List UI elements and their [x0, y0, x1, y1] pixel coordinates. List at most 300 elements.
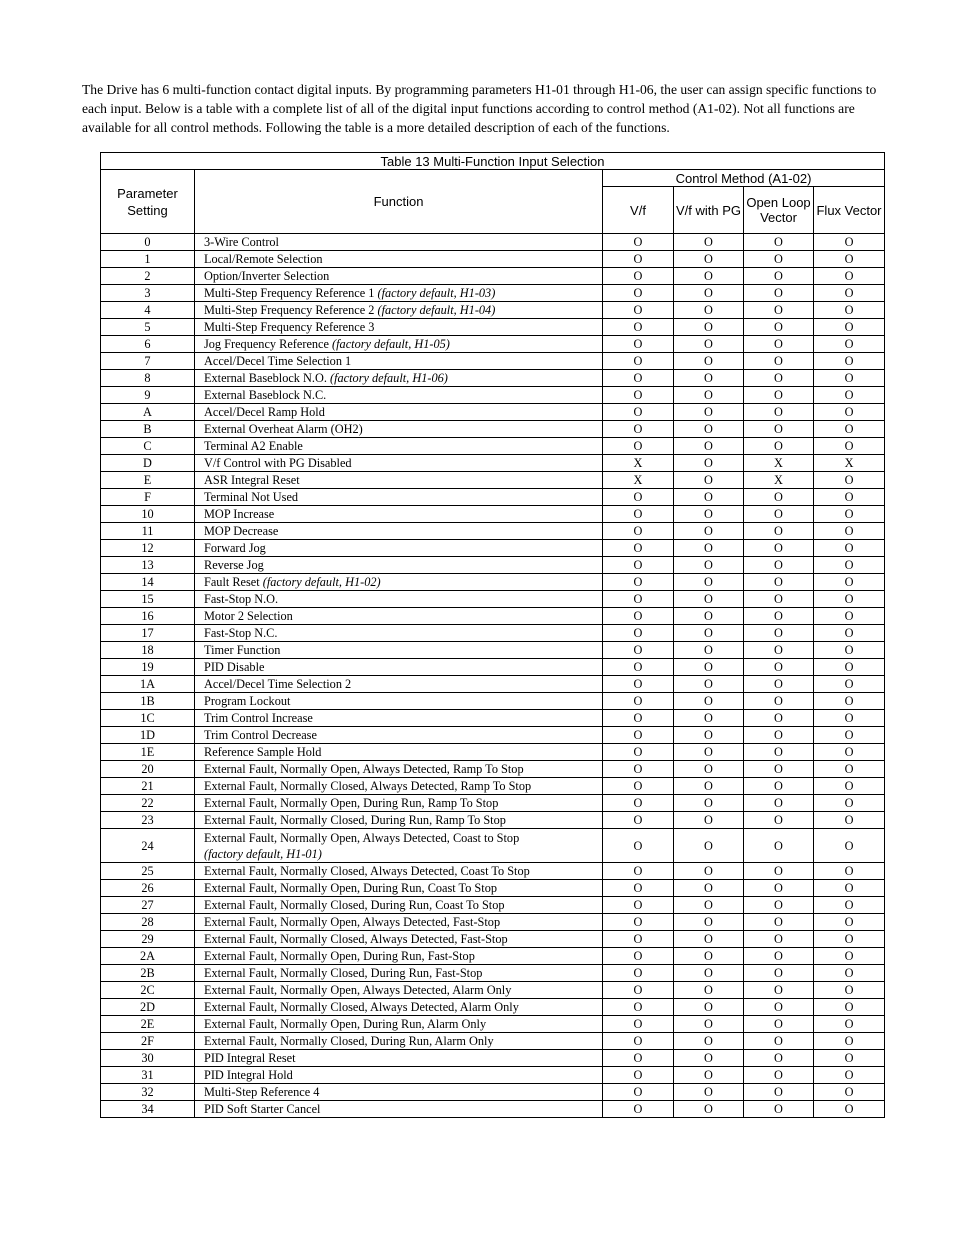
- function-cell: [195, 812, 603, 829]
- flux-vector-cell: O: [814, 880, 885, 897]
- table-row: [101, 1084, 885, 1101]
- vf-with-pg-cell: O: [674, 234, 744, 251]
- vf-cell: O: [603, 251, 674, 268]
- table-row: [101, 506, 885, 523]
- table-row: [101, 727, 885, 744]
- table-row: [101, 625, 885, 642]
- function-label: Fast-Stop N.C.: [204, 626, 278, 640]
- vf-cell: O: [603, 829, 674, 863]
- vf-cell: O: [603, 1067, 674, 1084]
- function-label: Accel/Decel Time Selection 2: [204, 677, 352, 691]
- open-loop-vector-cell: O: [744, 778, 814, 795]
- function-label: Trim Control Increase: [204, 711, 313, 725]
- open-loop-vector-cell: O: [744, 812, 814, 829]
- vf-with-pg-cell: O: [674, 557, 744, 574]
- table-row: [101, 472, 885, 489]
- function-label: External Fault, Normally Open, Always Detected, Fast-Stop: [204, 915, 501, 929]
- parameter-setting-cell: 22: [101, 795, 195, 812]
- table-row: [101, 540, 885, 557]
- header-method-flux-vector: Flux Vector: [814, 187, 885, 234]
- vf-cell: O: [603, 625, 674, 642]
- function-cell: [195, 710, 603, 727]
- open-loop-vector-cell: X: [744, 455, 814, 472]
- function-label: External Fault, Normally Open, Always Detected, Coast to Stop: [204, 830, 520, 845]
- function-cell: [195, 897, 603, 914]
- parameter-setting-cell: 30: [101, 1050, 195, 1067]
- open-loop-vector-cell: O: [744, 421, 814, 438]
- flux-vector-cell: O: [814, 1050, 885, 1067]
- vf-cell: O: [603, 336, 674, 353]
- vf-cell: O: [603, 319, 674, 336]
- vf-with-pg-cell: O: [674, 591, 744, 608]
- function-cell: [195, 540, 603, 557]
- header-function: Function: [195, 170, 603, 234]
- parameter-setting-cell: 11: [101, 523, 195, 540]
- table-row: [101, 863, 885, 880]
- function-cell: [195, 557, 603, 574]
- function-label: PID Soft Starter Cancel: [204, 1102, 321, 1116]
- vf-with-pg-cell: O: [674, 829, 744, 863]
- vf-with-pg-cell: O: [674, 540, 744, 557]
- parameter-setting-cell: 13: [101, 557, 195, 574]
- function-cell: [195, 1016, 603, 1033]
- parameter-setting-cell: 15: [101, 591, 195, 608]
- vf-with-pg-cell: O: [674, 268, 744, 285]
- flux-vector-cell: O: [814, 404, 885, 421]
- flux-vector-cell: O: [814, 1016, 885, 1033]
- flux-vector-cell: O: [814, 625, 885, 642]
- header-control-method: Control Method (A1-02): [603, 170, 885, 187]
- flux-vector-cell: O: [814, 999, 885, 1016]
- function-cell: [195, 1033, 603, 1050]
- vf-cell: X: [603, 455, 674, 472]
- function-cell: [195, 999, 603, 1016]
- table-row: [101, 931, 885, 948]
- vf-with-pg-cell: O: [674, 251, 744, 268]
- open-loop-vector-cell: O: [744, 625, 814, 642]
- parameter-setting-cell: 23: [101, 812, 195, 829]
- vf-cell: O: [603, 438, 674, 455]
- vf-cell: O: [603, 812, 674, 829]
- function-cell: [195, 353, 603, 370]
- flux-vector-cell: O: [814, 676, 885, 693]
- function-cell: [195, 948, 603, 965]
- function-label: Timer Function: [204, 643, 281, 657]
- vf-with-pg-cell: O: [674, 965, 744, 982]
- open-loop-vector-cell: O: [744, 285, 814, 302]
- open-loop-vector-cell: O: [744, 1084, 814, 1101]
- parameter-setting-cell: 6: [101, 336, 195, 353]
- function-label: Fast-Stop N.O.: [204, 592, 279, 606]
- table-row: [101, 404, 885, 421]
- vf-with-pg-cell: O: [674, 1067, 744, 1084]
- function-cell: [195, 608, 603, 625]
- parameter-setting-cell: 9: [101, 387, 195, 404]
- function-label: External Fault, Normally Open, During Run, Ramp To Stop: [204, 796, 499, 810]
- flux-vector-cell: O: [814, 438, 885, 455]
- vf-cell: O: [603, 863, 674, 880]
- table-row: [101, 829, 885, 863]
- function-label: Reference Sample Hold: [204, 745, 322, 759]
- vf-with-pg-cell: O: [674, 404, 744, 421]
- function-label: External Fault, Normally Open, During Run, Coast To Stop: [204, 881, 497, 895]
- vf-with-pg-cell: O: [674, 438, 744, 455]
- open-loop-vector-cell: O: [744, 914, 814, 931]
- table-row: [101, 574, 885, 591]
- function-label: External Overheat Alarm (OH2): [204, 422, 363, 436]
- function-label: Accel/Decel Ramp Hold: [204, 405, 325, 419]
- parameter-setting-cell: 2D: [101, 999, 195, 1016]
- vf-with-pg-cell: O: [674, 353, 744, 370]
- open-loop-vector-cell: O: [744, 693, 814, 710]
- function-label: Multi-Step Frequency Reference 1: [204, 286, 375, 300]
- vf-cell: O: [603, 778, 674, 795]
- parameter-setting-cell: A: [101, 404, 195, 421]
- vf-cell: O: [603, 540, 674, 557]
- vf-cell: O: [603, 727, 674, 744]
- function-cell: [195, 778, 603, 795]
- open-loop-vector-cell: O: [744, 829, 814, 863]
- parameter-setting-cell: 0: [101, 234, 195, 251]
- vf-with-pg-cell: O: [674, 948, 744, 965]
- table-row: [101, 421, 885, 438]
- function-label: Forward Jog: [204, 541, 266, 555]
- parameter-setting-cell: C: [101, 438, 195, 455]
- table-caption: Table 13 Multi-Function Input Selection: [101, 153, 885, 170]
- vf-cell: O: [603, 795, 674, 812]
- vf-cell: O: [603, 1016, 674, 1033]
- table-row: [101, 285, 885, 302]
- open-loop-vector-cell: O: [744, 727, 814, 744]
- parameter-setting-cell: 1: [101, 251, 195, 268]
- function-label: External Fault, Normally Closed, During Run, Alarm Only: [204, 1034, 494, 1048]
- table-row: [101, 659, 885, 676]
- function-cell: [195, 234, 603, 251]
- vf-with-pg-cell: O: [674, 863, 744, 880]
- function-label: External Baseblock N.C.: [204, 388, 327, 402]
- function-cell: [195, 931, 603, 948]
- vf-cell: O: [603, 353, 674, 370]
- flux-vector-cell: O: [814, 744, 885, 761]
- function-cell: [195, 285, 603, 302]
- table-row: [101, 234, 885, 251]
- vf-cell: O: [603, 421, 674, 438]
- parameter-setting-cell: 28: [101, 914, 195, 931]
- flux-vector-cell: O: [814, 829, 885, 863]
- function-label: Local/Remote Selection: [204, 252, 323, 266]
- parameter-setting-cell: 8: [101, 370, 195, 387]
- vf-with-pg-cell: O: [674, 1050, 744, 1067]
- flux-vector-cell: O: [814, 319, 885, 336]
- parameter-setting-cell: 25: [101, 863, 195, 880]
- parameter-setting-cell: D: [101, 455, 195, 472]
- open-loop-vector-cell: O: [744, 965, 814, 982]
- vf-cell: O: [603, 931, 674, 948]
- table-row: [101, 897, 885, 914]
- open-loop-vector-cell: O: [744, 336, 814, 353]
- open-loop-vector-cell: O: [744, 863, 814, 880]
- vf-with-pg-cell: O: [674, 387, 744, 404]
- flux-vector-cell: O: [814, 370, 885, 387]
- factory-default-note: (factory default, H1-03): [377, 286, 496, 300]
- vf-cell: O: [603, 591, 674, 608]
- vf-cell: O: [603, 710, 674, 727]
- table-row: [101, 1033, 885, 1050]
- function-cell: [195, 455, 603, 472]
- vf-cell: O: [603, 676, 674, 693]
- vf-with-pg-cell: O: [674, 302, 744, 319]
- vf-with-pg-cell: O: [674, 285, 744, 302]
- function-label: External Fault, Normally Closed, Always Detected, Fast-Stop: [204, 932, 508, 946]
- open-loop-vector-cell: O: [744, 251, 814, 268]
- flux-vector-cell: O: [814, 489, 885, 506]
- function-label: Terminal A2 Enable: [204, 439, 303, 453]
- parameter-setting-cell: 12: [101, 540, 195, 557]
- open-loop-vector-cell: O: [744, 659, 814, 676]
- open-loop-vector-cell: O: [744, 319, 814, 336]
- open-loop-vector-cell: O: [744, 268, 814, 285]
- parameter-setting-cell: 1B: [101, 693, 195, 710]
- function-cell: [195, 251, 603, 268]
- function-cell: [195, 404, 603, 421]
- parameter-setting-cell: 14: [101, 574, 195, 591]
- table-row: [101, 710, 885, 727]
- parameter-setting-cell: B: [101, 421, 195, 438]
- parameter-setting-cell: 16: [101, 608, 195, 625]
- vf-cell: O: [603, 642, 674, 659]
- flux-vector-cell: O: [814, 387, 885, 404]
- parameter-setting-cell: 2A: [101, 948, 195, 965]
- function-label: Jog Frequency Reference: [204, 337, 329, 351]
- vf-with-pg-cell: O: [674, 1016, 744, 1033]
- flux-vector-cell: O: [814, 965, 885, 982]
- parameter-setting-cell: 29: [101, 931, 195, 948]
- open-loop-vector-cell: O: [744, 540, 814, 557]
- flux-vector-cell: O: [814, 608, 885, 625]
- flux-vector-cell: O: [814, 353, 885, 370]
- parameter-setting-cell: 2F: [101, 1033, 195, 1050]
- function-label: MOP Decrease: [204, 524, 279, 538]
- parameter-setting-cell: 1D: [101, 727, 195, 744]
- vf-with-pg-cell: O: [674, 421, 744, 438]
- table-row: [101, 744, 885, 761]
- vf-with-pg-cell: O: [674, 710, 744, 727]
- function-cell: [195, 506, 603, 523]
- function-cell: [195, 336, 603, 353]
- parameter-setting-cell: 18: [101, 642, 195, 659]
- function-label: ASR Integral Reset: [204, 473, 300, 487]
- vf-with-pg-cell: O: [674, 897, 744, 914]
- table-body: [101, 234, 885, 1118]
- function-cell: [195, 421, 603, 438]
- table-row: [101, 812, 885, 829]
- header-method-vf-with-pg: V/f with PG: [674, 187, 744, 234]
- vf-with-pg-cell: O: [674, 914, 744, 931]
- function-cell: [195, 625, 603, 642]
- vf-with-pg-cell: O: [674, 370, 744, 387]
- flux-vector-cell: O: [814, 897, 885, 914]
- vf-cell: O: [603, 370, 674, 387]
- table-row: [101, 608, 885, 625]
- flux-vector-cell: O: [814, 1084, 885, 1101]
- flux-vector-cell: O: [814, 982, 885, 999]
- flux-vector-cell: O: [814, 642, 885, 659]
- parameter-setting-cell: 1C: [101, 710, 195, 727]
- parameter-setting-cell: 2: [101, 268, 195, 285]
- parameter-setting-cell: 27: [101, 897, 195, 914]
- vf-cell: O: [603, 1050, 674, 1067]
- vf-with-pg-cell: O: [674, 761, 744, 778]
- vf-cell: O: [603, 1033, 674, 1050]
- vf-with-pg-cell: O: [674, 625, 744, 642]
- function-cell: [195, 268, 603, 285]
- function-cell: [195, 1067, 603, 1084]
- table-row: [101, 880, 885, 897]
- header-method-open-loop-vector: Open Loop Vector: [744, 187, 814, 234]
- vf-with-pg-cell: O: [674, 795, 744, 812]
- parameter-setting-cell: E: [101, 472, 195, 489]
- vf-cell: O: [603, 693, 674, 710]
- table-row: [101, 523, 885, 540]
- table-row: [101, 642, 885, 659]
- vf-cell: O: [603, 914, 674, 931]
- function-label: Fault Reset: [204, 575, 260, 589]
- table-row: [101, 438, 885, 455]
- open-loop-vector-cell: O: [744, 506, 814, 523]
- function-label: External Fault, Normally Open, Always Detected, Alarm Only: [204, 983, 512, 997]
- function-label: 3-Wire Control: [204, 235, 279, 249]
- open-loop-vector-cell: O: [744, 370, 814, 387]
- vf-cell: O: [603, 897, 674, 914]
- function-cell: [195, 1050, 603, 1067]
- flux-vector-cell: O: [814, 710, 885, 727]
- open-loop-vector-cell: O: [744, 591, 814, 608]
- function-cell: [195, 523, 603, 540]
- open-loop-vector-cell: O: [744, 982, 814, 999]
- table-row: [101, 1067, 885, 1084]
- flux-vector-cell: O: [814, 693, 885, 710]
- vf-with-pg-cell: O: [674, 472, 744, 489]
- table-row: [101, 914, 885, 931]
- function-cell: [195, 863, 603, 880]
- flux-vector-cell: O: [814, 251, 885, 268]
- function-cell: [195, 642, 603, 659]
- vf-with-pg-cell: O: [674, 523, 744, 540]
- function-label: Trim Control Decrease: [204, 728, 317, 742]
- parameter-setting-cell: 34: [101, 1101, 195, 1118]
- function-label: External Fault, Normally Closed, During Run, Coast To Stop: [204, 898, 505, 912]
- vf-with-pg-cell: O: [674, 744, 744, 761]
- factory-default-note: (factory default, H1-06): [330, 371, 448, 385]
- vf-cell: O: [603, 523, 674, 540]
- table-row: [101, 982, 885, 999]
- header-method-vf: V/f: [603, 187, 674, 234]
- table-row: [101, 268, 885, 285]
- table-row: [101, 319, 885, 336]
- function-label: Program Lockout: [204, 694, 291, 708]
- function-cell: [195, 302, 603, 319]
- flux-vector-cell: O: [814, 1067, 885, 1084]
- parameter-setting-cell: 2C: [101, 982, 195, 999]
- open-loop-vector-cell: O: [744, 931, 814, 948]
- function-cell: [195, 1101, 603, 1118]
- open-loop-vector-cell: O: [744, 234, 814, 251]
- vf-with-pg-cell: O: [674, 455, 744, 472]
- function-cell: [195, 574, 603, 591]
- parameter-setting-cell: 31: [101, 1067, 195, 1084]
- open-loop-vector-cell: O: [744, 557, 814, 574]
- table-row: [101, 761, 885, 778]
- table-row: [101, 1016, 885, 1033]
- open-loop-vector-cell: O: [744, 574, 814, 591]
- table-row: [101, 251, 885, 268]
- function-cell: [195, 472, 603, 489]
- vf-with-pg-cell: O: [674, 999, 744, 1016]
- function-label: External Fault, Normally Closed, Always Detected, Ramp To Stop: [204, 779, 532, 793]
- parameter-setting-cell: 5: [101, 319, 195, 336]
- parameter-setting-cell: 2E: [101, 1016, 195, 1033]
- parameter-setting-cell: F: [101, 489, 195, 506]
- function-label: External Fault, Normally Open, Always Detected, Ramp To Stop: [204, 762, 524, 776]
- vf-cell: O: [603, 999, 674, 1016]
- flux-vector-cell: O: [814, 506, 885, 523]
- vf-cell: O: [603, 744, 674, 761]
- open-loop-vector-cell: O: [744, 404, 814, 421]
- vf-with-pg-cell: O: [674, 727, 744, 744]
- parameter-setting-cell: 24: [101, 829, 195, 863]
- flux-vector-cell: O: [814, 540, 885, 557]
- flux-vector-cell: O: [814, 727, 885, 744]
- parameter-setting-cell: 32: [101, 1084, 195, 1101]
- vf-cell: O: [603, 608, 674, 625]
- vf-cell: O: [603, 506, 674, 523]
- flux-vector-cell: O: [814, 557, 885, 574]
- function-cell: [195, 489, 603, 506]
- flux-vector-cell: O: [814, 914, 885, 931]
- function-cell: [195, 1084, 603, 1101]
- factory-default-note: (factory default, H1-05): [332, 337, 450, 351]
- open-loop-vector-cell: O: [744, 1016, 814, 1033]
- function-cell: [195, 438, 603, 455]
- table-row: [101, 795, 885, 812]
- vf-cell: X: [603, 472, 674, 489]
- flux-vector-cell: O: [814, 234, 885, 251]
- table-row: [101, 676, 885, 693]
- parameter-setting-cell: 1E: [101, 744, 195, 761]
- flux-vector-cell: O: [814, 472, 885, 489]
- function-cell: [195, 370, 603, 387]
- function-label: Accel/Decel Time Selection 1: [204, 354, 352, 368]
- flux-vector-cell: O: [814, 863, 885, 880]
- table-row: [101, 965, 885, 982]
- table-row: [101, 557, 885, 574]
- function-cell: [195, 676, 603, 693]
- function-label: PID Integral Hold: [204, 1068, 293, 1082]
- function-label: PID Disable: [204, 660, 265, 674]
- parameter-setting-cell: 17: [101, 625, 195, 642]
- vf-with-pg-cell: O: [674, 319, 744, 336]
- function-cell: [195, 659, 603, 676]
- open-loop-vector-cell: O: [744, 897, 814, 914]
- open-loop-vector-cell: O: [744, 676, 814, 693]
- function-label: Multi-Step Frequency Reference 2: [204, 303, 375, 317]
- open-loop-vector-cell: X: [744, 472, 814, 489]
- function-cell: [195, 795, 603, 812]
- function-label: Multi-Step Reference 4: [204, 1085, 320, 1099]
- table-row: [101, 591, 885, 608]
- vf-with-pg-cell: O: [674, 982, 744, 999]
- function-label: Multi-Step Frequency Reference 3: [204, 320, 375, 334]
